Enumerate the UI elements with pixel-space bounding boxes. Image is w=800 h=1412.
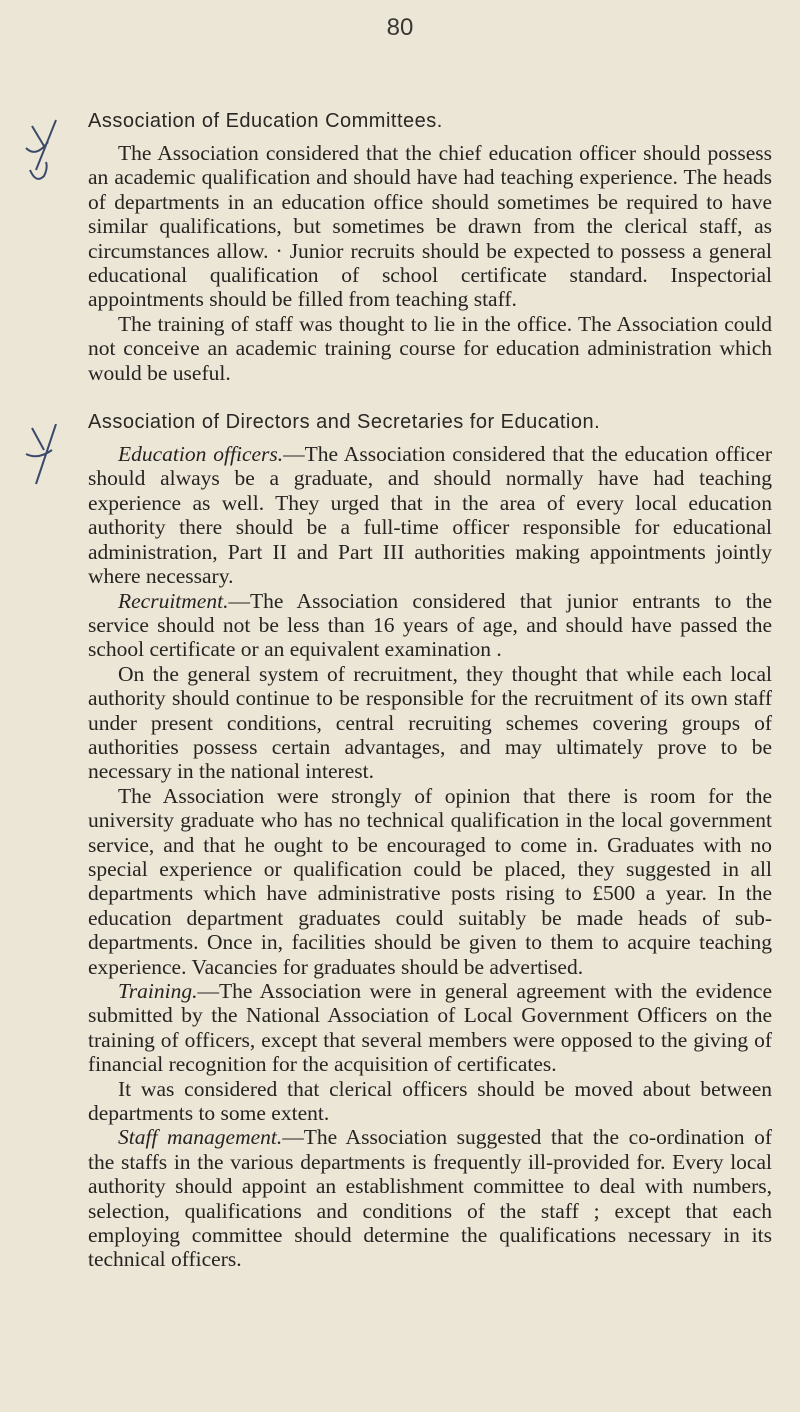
paragraph (88, 589, 772, 662)
paragraph (88, 784, 772, 979)
paragraph-text: It was considered that clerical officers should be moved about between departments to some extent. (88, 1076, 772, 1126)
paragraph-text: —The Association considered that the education officer should always be a graduate, and should normally have had teaching experience as well. They urged that in the area of every local education authority there should be a full-time officer responsible for educational administration, Part II and Part III authorities making appointments jointly where necessary. (88, 442, 772, 589)
paragraph-text: The Association were strongly of opinion that there is room for the university graduate who has no technical qualification in the local government service, and that he ought to be encouraged to come in. Graduates with no special experience or qualification could be placed, they suggested in all departments which have administrative posts rising to £500 a year. In the education department graduates could suitably be made heads of sub-departments. Once in, facilities should be given to them to acquire teaching experience. Vacancies for graduates should be advertised. (88, 783, 772, 979)
section-heading: Association of Education Committees. (88, 110, 443, 132)
paragraph (88, 442, 772, 588)
paragraph-text: —The Association suggested that the co-ordination of the staffs in the various departments is frequently ill-provided for. Every local authority should appoint an establishment committee to deal with numbers, selection, qualifications and conditions of the staff ; except that each employing committee should determine the qualifications necessary in its technical officers. (88, 1125, 772, 1272)
paragraph-lead: Training. (118, 979, 198, 1003)
paragraph-text: —The Association were in general agreement with the evidence submitted by the National Association of Local Government Officers on the training of officers, except that several members were opposed to the giving of financial recognition for the acquisition of certificates. (88, 979, 772, 1077)
paragraph (88, 1125, 772, 1271)
paragraph (88, 979, 772, 1077)
paragraph-lead: Staff management. (118, 1125, 283, 1150)
section-association-of-directors-and-secretaries (88, 411, 772, 1272)
paragraph-lead: Education officers. (118, 442, 284, 467)
page-number: 80 (386, 14, 414, 41)
paragraph (88, 662, 772, 784)
paragraph-text: On the general system of recruitment, they thought that while each local authority should continue to be responsible for the recruitment of its own staff under present conditions, central recruiting schemes covering groups of authorities possess certain advantages, and may ultimately prove to be necessary in the national interest. (88, 661, 772, 784)
paragraph-text: —The Association considered that junior entrants to the service should not be less than 16 years of age, and should have passed the school certificate or an equivalent examination . (88, 588, 772, 662)
paragraph-text: The training of staff was thought to lie in the office. The Association could not conceive an academic training course for education administration which would be useful. (88, 311, 772, 385)
handwritten-tick-mark-2 (22, 424, 62, 494)
document-body (88, 110, 772, 1298)
paragraph (88, 1077, 772, 1126)
paragraph-text: The Association considered that the chief education officer should possess an academic qualification and should have had teaching experience. The heads of departments in an education office should sometimes be required to have similar qualifications, but sometimes be drawn from the clerical staff, as circumstances allow. · Junior recruits should be expected to possess a general educational qualification of school certificate standard. Inspectorial appointments should be filled from teaching staff. (88, 141, 772, 312)
paragraph (88, 312, 772, 385)
paragraph-lead: Recruitment. (118, 588, 229, 613)
handwritten-tick-mark-1 (22, 118, 62, 188)
section-heading: Association of Directors and Secretaries for Education. (88, 411, 601, 434)
section-association-of-education-committees (88, 110, 772, 385)
paragraph (88, 141, 772, 312)
